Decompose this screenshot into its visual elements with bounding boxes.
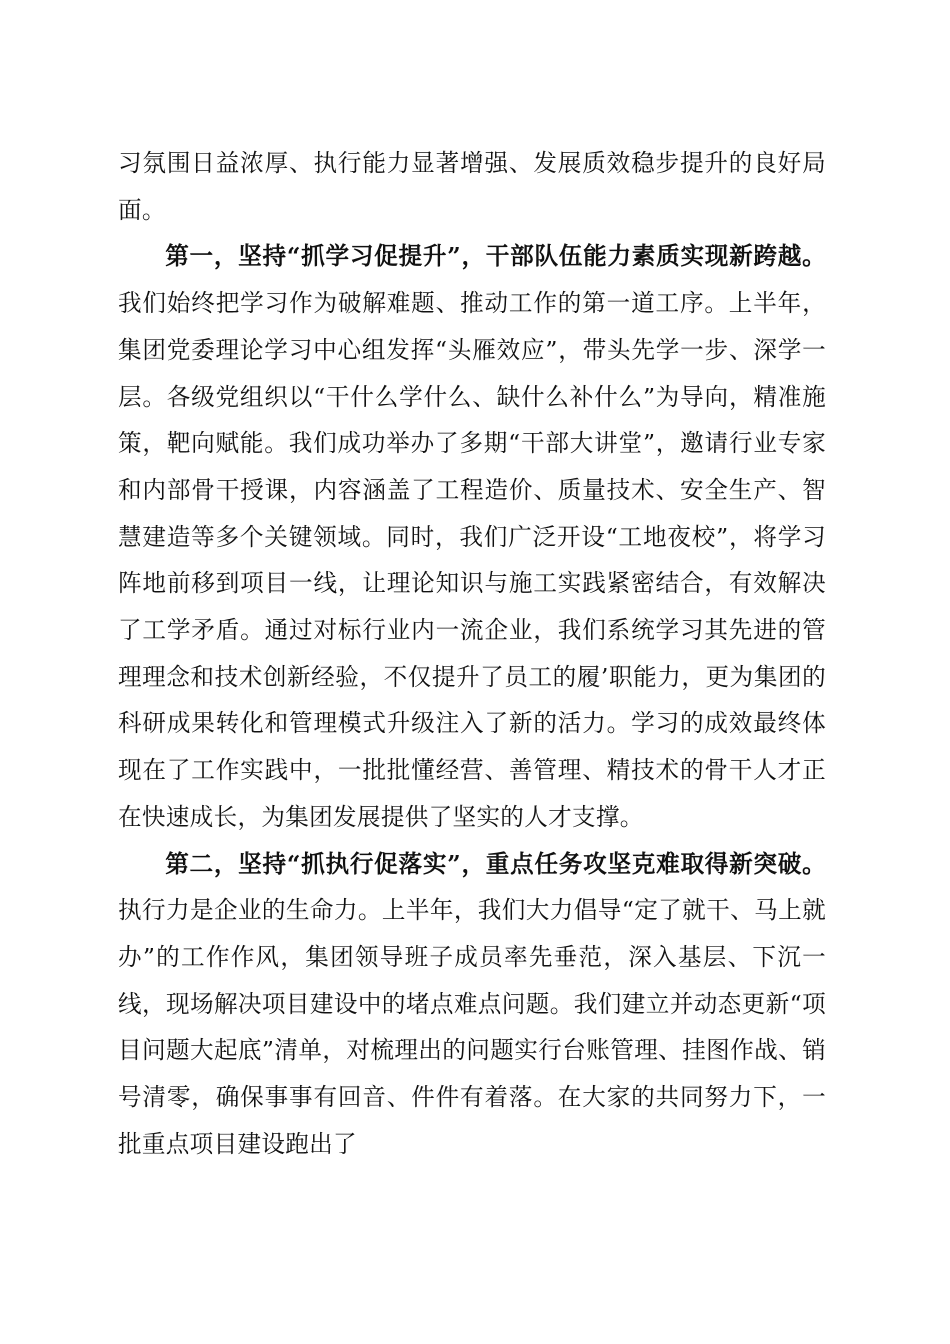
paragraph-second-point [118,841,826,1168]
paragraph-continuation [118,140,826,233]
paragraph-text: 习氛围日益浓厚、执行能力显著增强、发展质效稳步提升的良好局面。 [118,149,826,224]
paragraph-lead: 第一，坚持“抓学习促提升”，干部队伍能力素质实现新跨越。 [165,242,826,271]
document-body [118,140,826,1167]
paragraph-lead: 第二，坚持“抓执行促落实”，重点任务攻坚克难取得新突破。 [165,849,826,878]
paragraph-first-point [118,233,826,840]
paragraph-text: 我们始终把学习作为破解难题、推动工作的第一道工序。上半年，集团党委理论学习中心组发挥“头雁效应”，带头先学一步、深学一层。各级党组织以“干什么学什么、缺什么补什么”为导向，精准施策，靶向赋能。我们成功举办了多期“干部大讲堂”，邀请行业专家和内部骨干授课，内容涵盖了工程造价、质量技术、安全生产、智慧建造等多个关键领域。同时，我们广泛开设“工地夜校”，将学习阵地前移到项目一线，让理论知识与施工实践紧密结合，有效解决了工学矛盾。通过对标行业内一流企业，我们系统学习其先进的管理理念和技术创新经验，不仅提升了员工的履’职能力，更为集团的科研成果转化和管理模式升级注入了新的活力。学习的成效最终体现在了工作实践中，一批批懂经营、善管理、精技术的骨干人才正在快速成长，为集团发展提供了坚实的人才支撑。 [118,289,826,831]
paragraph-text: 执行力是企业的生命力。上半年，我们大力倡导“定了就干、马上就办”的工作作风，集团领导班子成员率先垂范，深入基层、下沉一线，现场解决项目建设中的堵点难点问题。我们建立并动态更新“项目问题大起底”清单，对梳理出的问题实行台账管理、挂图作战、销号清零，确保事事有回音、件件有着落。在大家的共同努力下，一批重点项目建设跑出了 [118,896,826,1158]
